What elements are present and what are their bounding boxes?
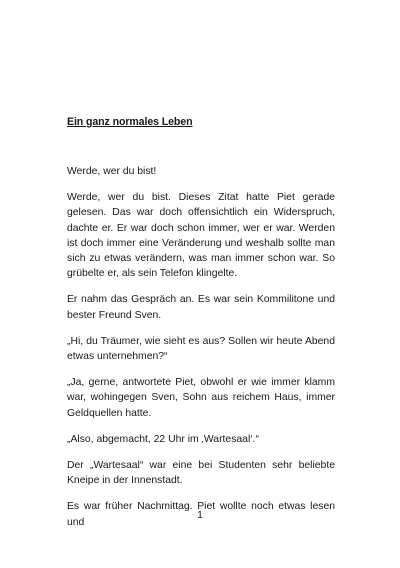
- paragraph: Werde, wer du bist!: [67, 166, 157, 177]
- paragraph: Er nahm das Gespräch an. Es war sein Kommilitone und bester Freund Sven.: [67, 294, 335, 321]
- document-title: Ein ganz normales Leben: [67, 116, 193, 128]
- page-number: 1: [197, 510, 203, 521]
- paragraph: „Ja, gerne, antwortete Piet, obwohl er wie immer klamm war, wohingegen Sven, Sohn aus reichem Haus, immer Geldquellen hatte.: [67, 377, 335, 419]
- paragraph: „Hi, du Träumer, wie sieht es aus? Sollen wir heute Abend etwas unternehmen?“: [67, 335, 335, 363]
- paragraph: Werde, wer du bist. Dieses Zitat hatte Piet gerade gelesen. Das war doch offensichtlich ein Widerspruch, dachte er. Er war doch schon immer, wer er war. Werden ist doch immer eine Veränderung und weshalb sollte man sich zu etwas verändern, was man immer schon war. So grübelte er, als sein Telefon klingelte.: [67, 192, 335, 280]
- document-body: [67, 164, 335, 526]
- paragraph: „Also, abgemacht, 22 Uhr im ‚Wartesaal‘.“: [67, 433, 259, 445]
- paragraph: Der „Wartesaal“ war eine bei Studenten sehr beliebte Kneipe in der Innenstadt.: [67, 460, 335, 487]
- paragraph: Es war früher Nachmittag. Piet wollte noch etwas lesen und: [67, 501, 335, 528]
